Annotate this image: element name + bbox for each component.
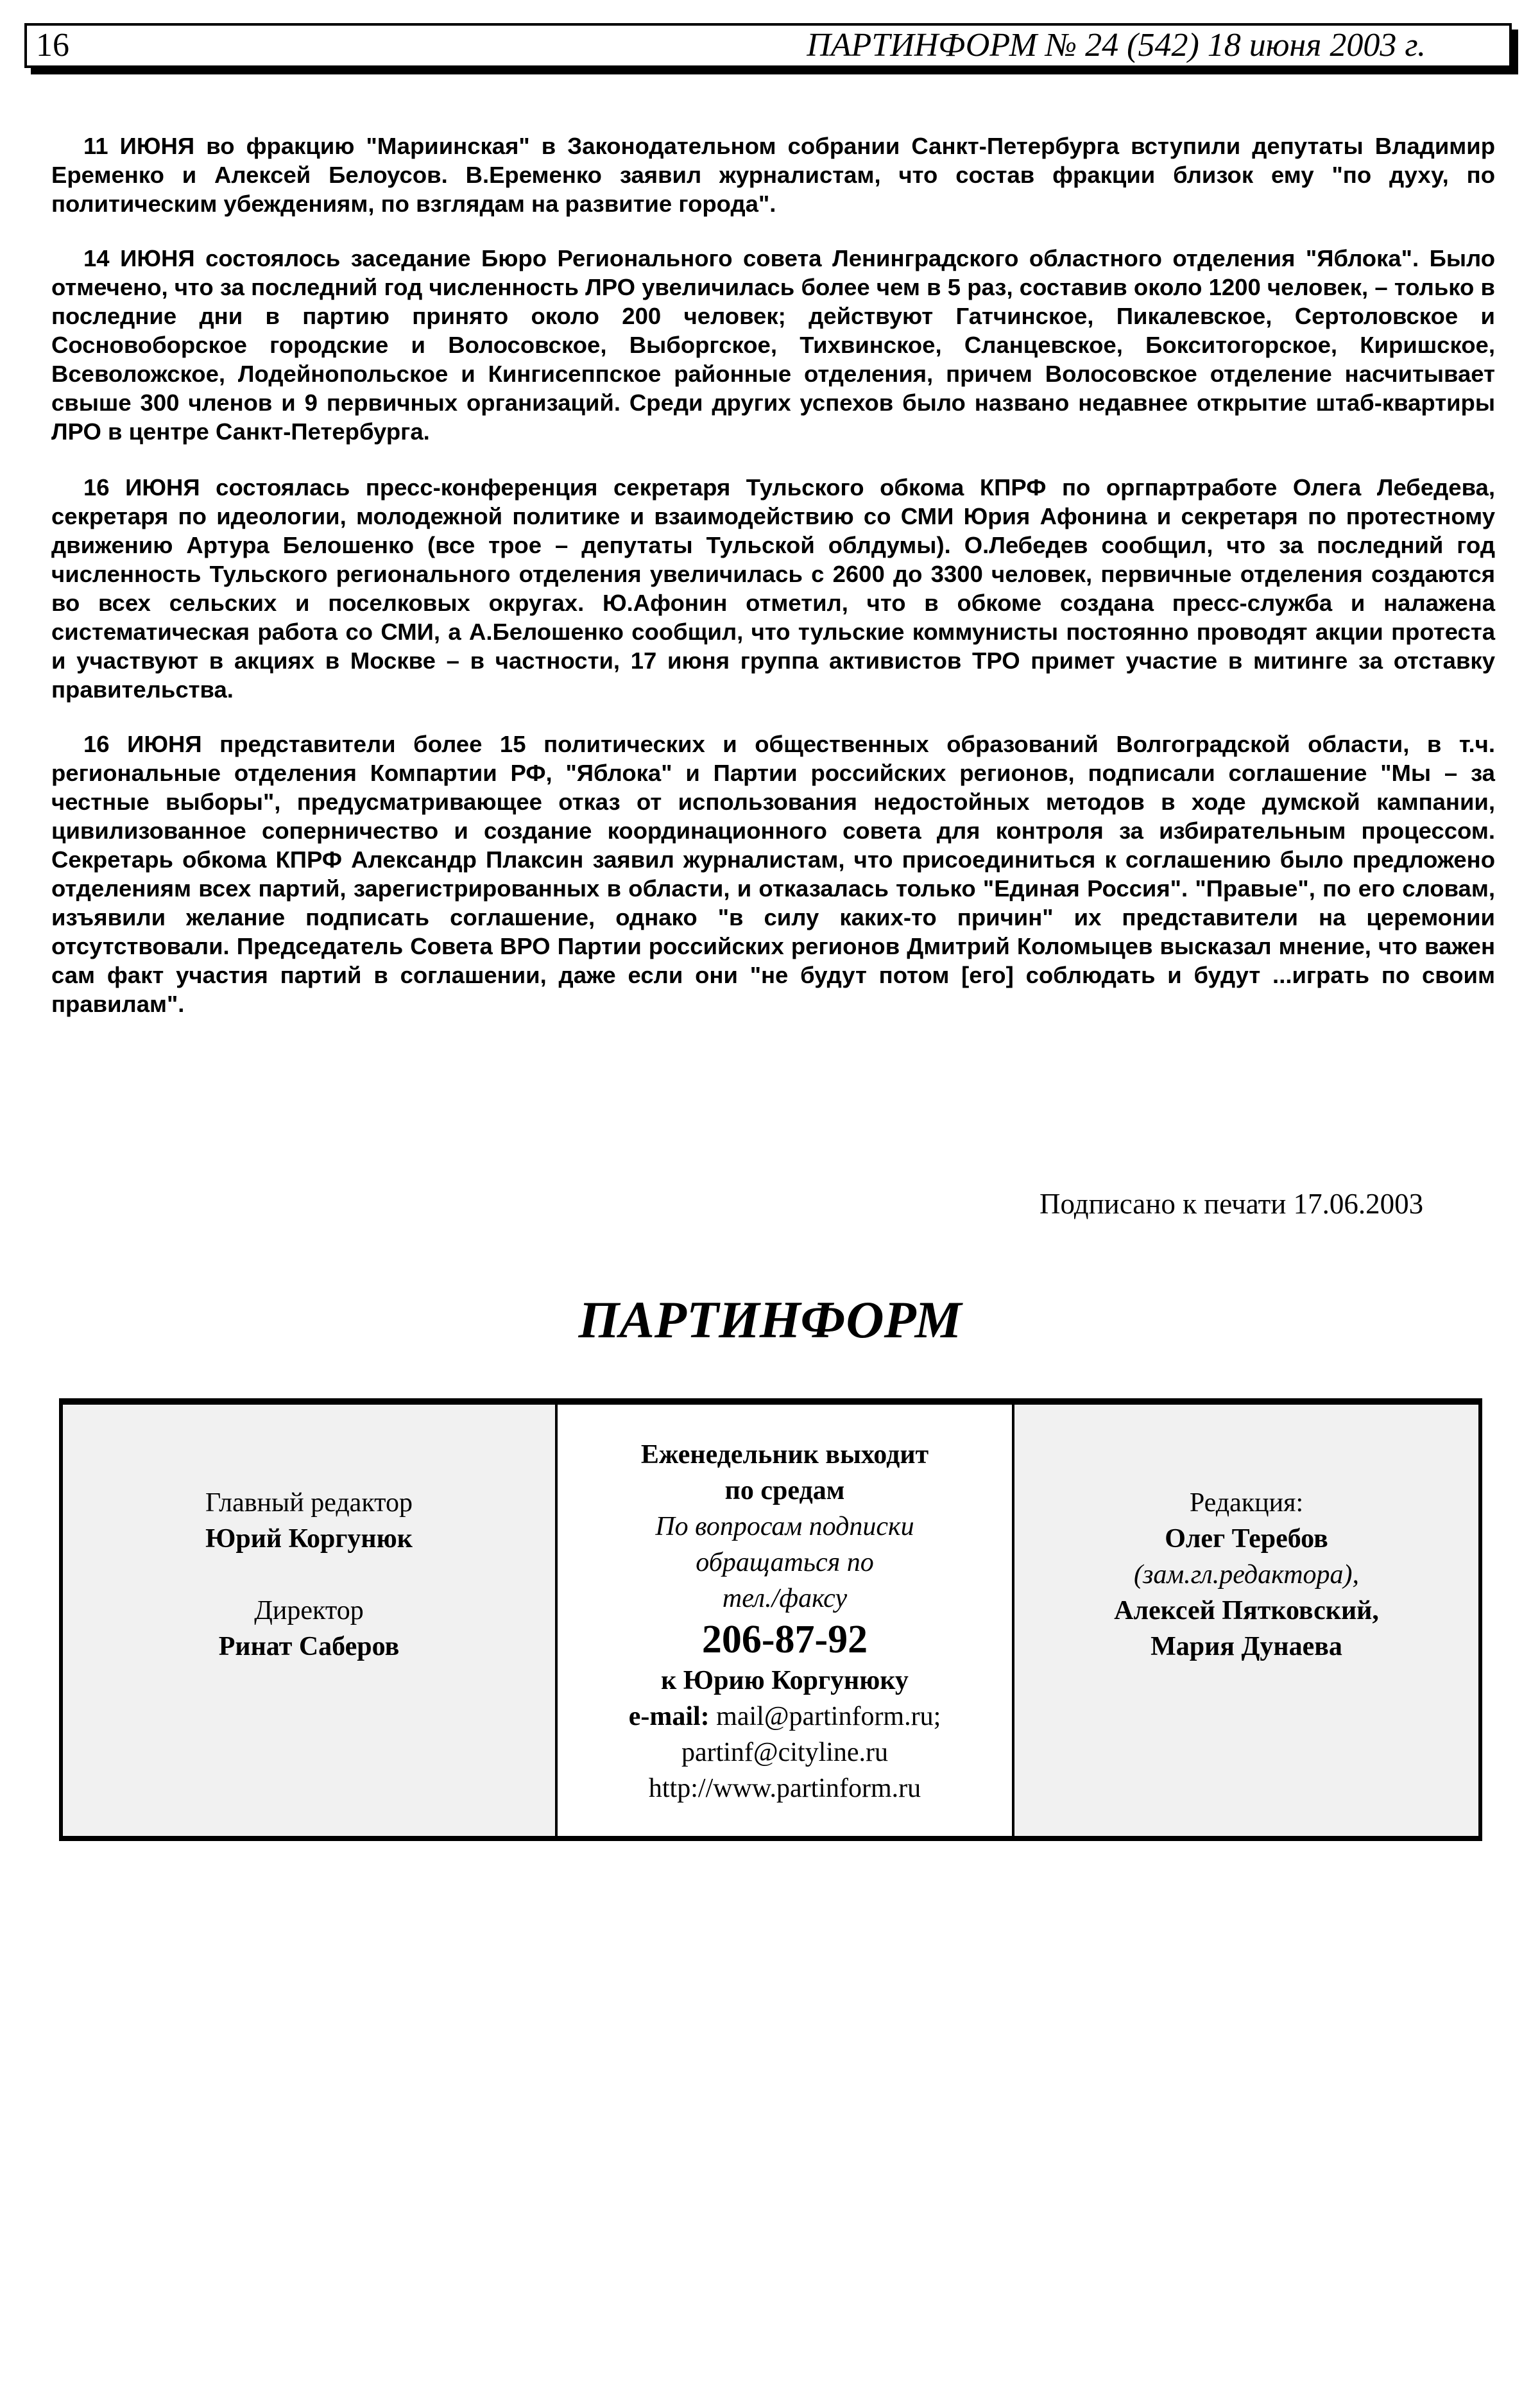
weekly-note-day: по средам <box>724 1476 845 1505</box>
staff-name: Мария Дунаева <box>1151 1632 1342 1661</box>
subscription-note: По вопросам подписки <box>655 1512 914 1541</box>
weekly-note: Еженедельник выходит <box>640 1440 929 1469</box>
imprint-editors-cell <box>63 1405 558 1836</box>
staff-name: Алексей Пятковский, <box>1114 1596 1379 1625</box>
staff-role: (зам.гл.редактора), <box>1133 1560 1360 1589</box>
page-header <box>24 23 1512 68</box>
news-item <box>51 244 1495 446</box>
director-title: Директор <box>254 1596 364 1625</box>
contact-person: к Юрию Коргунюку <box>661 1666 909 1695</box>
website-link[interactable]: http://www.partinform.ru <box>648 1774 921 1803</box>
editor-name: Юрий Коргунюк <box>205 1524 413 1554</box>
email-link[interactable]: partinf@cityline.ru <box>681 1738 889 1767</box>
email-link[interactable]: mail@partinform.ru; <box>716 1702 941 1731</box>
staff-name: Олег Теребов <box>1165 1524 1328 1554</box>
email-label: e-mail: <box>628 1702 710 1731</box>
staff-title: Редакция: <box>1189 1488 1304 1518</box>
news-item <box>51 730 1495 1018</box>
email-line <box>558 1699 1012 1735</box>
phone-number: 206-87-92 <box>701 1618 868 1661</box>
news-text: во фракцию "Мариинская" в Законодательном собрании Санкт-Петербурга вступили депутаты Владимир Еременко и Алексей Белоусов. В.Еременко заявил журналистам, что состав фракции близок ему "по духу, по политическим убеждениям, по взглядам на развитие города". <box>51 133 1495 217</box>
page-number: 16 <box>36 27 69 64</box>
news-date: 11 ИЮНЯ <box>83 133 195 159</box>
news-text: состоялось заседание Бюро Регионального совета Ленинградского областного отделения "Яблока". Было отмечено, что за последний год численность ЛРО увеличилась более чем в 5 раз, составив около 1200 человек, – только в последние дни в партию принято около 200 человек; действуют Гатчинское, Пикалевское, Сертоловское и Сосновоборское городские и Волосовское, Выборгское, Тихвинское, Сланцевское, Бокситогорское, Киришское, Всеволожское, Лодейнопольское и Кингисеппское районные отделения, причем Волосовское отделение насчитывает свыше 300 членов и 9 первичных организаций. Среди других успехов было названо недавнее открытие штаб-квартиры ЛРО в центре Санкт-Петербурга. <box>51 245 1495 445</box>
masthead-title: ПАРТИНФОРМ <box>578 1290 962 1349</box>
subscription-note: обращаться по <box>696 1548 874 1577</box>
news-date: 14 ИЮНЯ <box>83 245 195 271</box>
news-date: 16 ИЮНЯ <box>83 474 200 501</box>
imprint-contacts-cell <box>558 1405 1014 1836</box>
news-item <box>51 473 1495 704</box>
news-date: 16 ИЮНЯ <box>83 731 202 757</box>
signed-for-print: Подписано к печати 17.06.2003 <box>1040 1188 1424 1220</box>
news-text: состоялась пресс-конференция секретаря Тульского обкома КПРФ по оргпартработе Олега Лебедева, секретаря по идеологии, молодежной политике и взаимодействию со СМИ Юрия Афонина и секретаря по протестному движению Артура Белошенко (все трое – депутаты Тульской облдумы). О.Лебедев сообщил, что за последний год численность Тульского регионального отделения увеличилась с 2600 до 3300 человек, первичные отделения создаются во всех сельских и поселковых округах. Ю.Афонин отметил, что в обкоме создана пресс-служба и налажена систематическая работа со СМИ, а А.Белошенко сообщил, что тульские коммунисты постоянно проводят акции протеста и участвуют в акциях в Москве – в частности, 17 июня группа активистов ТРО примет участие в митинге за отставку правительства. <box>51 474 1495 703</box>
imprint-table <box>59 1398 1482 1841</box>
news-item <box>51 132 1495 218</box>
news-text: представители более 15 политических и общественных образований Волгоградской области, в т.ч. региональные отделения Компартии РФ, "Яблока" и Партии российских регионов, подписали соглашение "Мы – за честные выборы", предусматривающее отказ от использования недостойных методов в ходе думской кампании, цивилизованное соперничество и создание координационного совета для контроля за избирательным процессом. Секретарь обкома КПРФ Александр Плаксин заявил журналистам, что присоединиться к соглашению было предложено отделениям всех партий, зарегистрированных в области, и отказалась только "Единая Россия". "Правые", по его словам, изъявили желание подписать соглашение, однако "в силу каких-то причин" их представители на церемонии отсутствовали. Председатель Совета ВРО Партии российских регионов Дмитрий Коломыцев высказал мнение, что важен сам факт участия партий в соглашении, даже если они "не будут потом [его] соблюдать и будут ...играть по своим правилам". <box>51 731 1495 1017</box>
imprint-staff-cell <box>1014 1405 1478 1836</box>
subscription-note: тел./факсу <box>722 1584 848 1613</box>
director-name: Ринат Саберов <box>218 1632 400 1661</box>
issue-info: ПАРТИНФОРМ № 24 (542) 18 июня 2003 г. <box>807 27 1426 64</box>
editor-title: Главный редактор <box>205 1488 413 1518</box>
